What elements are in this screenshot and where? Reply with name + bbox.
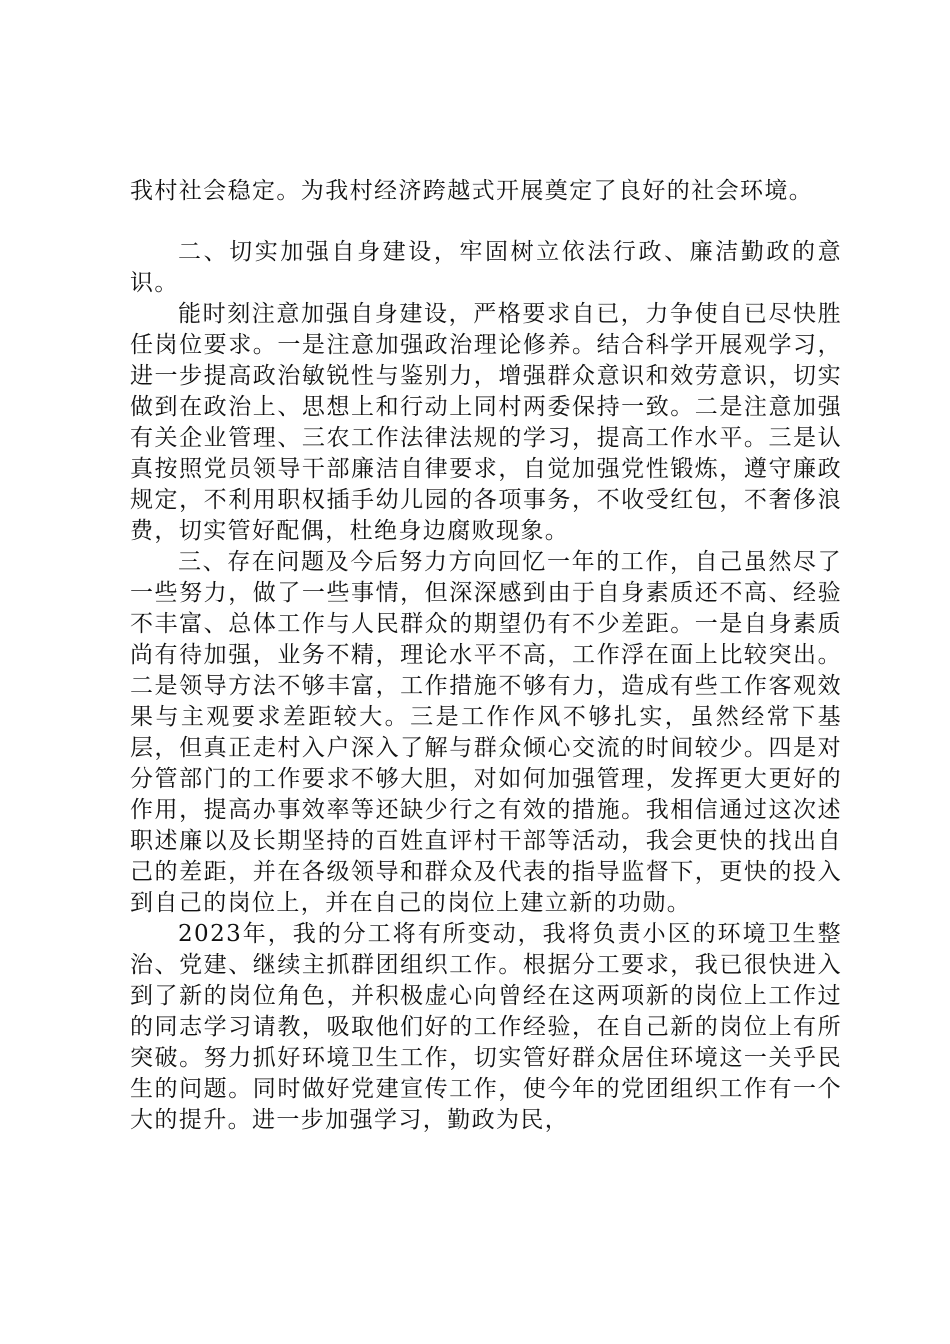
section-heading-2: 二、切实加强自身建设，牢固树立依法行政、廉洁勤政的意识。: [130, 239, 842, 296]
paragraph-2023-plan: 2023年，我的分工将有所变动，我将负责小区的环境卫生整治、党建、继续主抓群团组织工作。根据分工要求，我已很快进入到了新的岗位角色，并积极虚心向曾经在这两项新的岗位上工作过的同志学习请教，吸取他们好的工作经验，在自己新的岗位上有所突破。努力抓好环境卫生工作，切实管好群众居住环境这一关乎民生的问题。同时做好党建宣传工作，使今年的党团组织工作有一个大的提升。进一步加强学习，勤政为民，: [130, 921, 842, 1133]
paragraph-self-building: 能时刻注意加强自身建设，严格要求自已，力争使自已尽快胜任岗位要求。一是注意加强政治理论修养。结合科学开展观学习，进一步提高政治敏锐性与鉴别力，增强群众意识和效劳意识，切实做到在政治上、思想上和行动上同村两委保持一致。二是注意加强有关企业管理、三农工作法律法规的学习，提高工作水平。三是认真按照党员领导干部廉洁自律要求，自觉加强党性锻炼，遵守廉政规定，不利用职权插手幼儿园的各项事务，不收受红包，不奢侈浪费，切实管好配偶，杜绝身边腐败现象。: [130, 301, 842, 544]
paragraph-continuation: 我村社会稳定。为我村经济跨越式开展奠定了良好的社会环境。: [130, 178, 814, 204]
section-heading-3-paragraph: 三、存在问题及今后努力方向回忆一年的工作，自己虽然尽了一些努力，做了一些事情，但深深感到由于自身素质还不高、经验不丰富、总体工作与人民群众的期望仍有不少差距。一是自身素质尚有待加强，业务不精，理论水平不高，工作浮在面上比较突出。二是领导方法不够丰富，工作措施不够有力，造成有些工作客观效果与主观要求差距较大。三是工作作风不够扎实，虽然经常下基层，但真正走村入户深入了解与群众倾心交流的时间较少。四是对分管部门的工作要求不够大胆，对如何加强管理，发挥更大更好的作用，提高办事效率等还缺少行之有效的措施。我相信通过这次述职述廉以及长期坚持的百姓直评村干部等活动，我会更快的找出自己的差距，并在各级领导和群众及代表的指导监督下，更快的投入到自己的岗位上，并在自己的岗位上建立新的功勋。: [130, 549, 842, 916]
document-body: [130, 176, 842, 1136]
